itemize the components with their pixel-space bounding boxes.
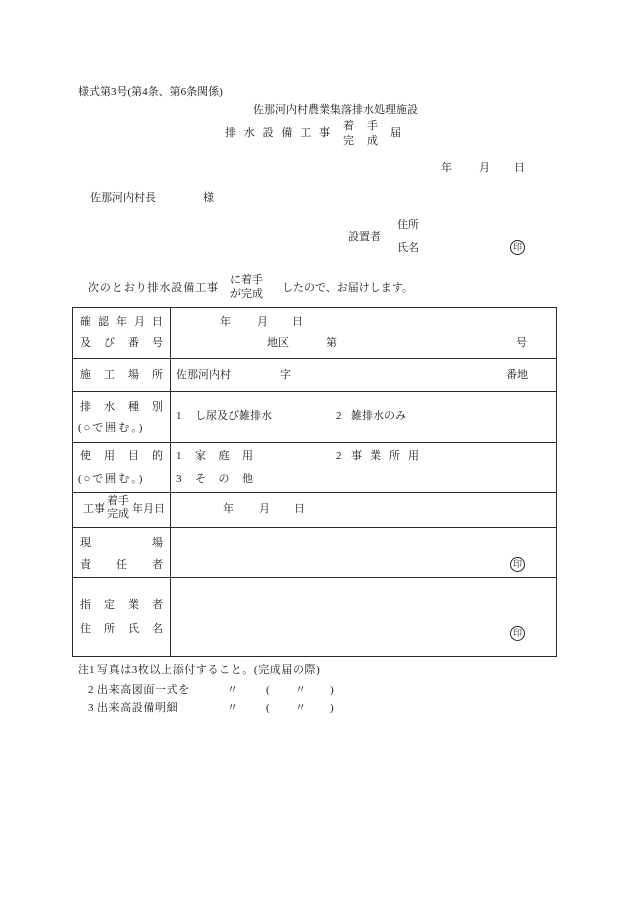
form-title-suffix: 届 [390, 127, 401, 139]
confirmation-number-prefix: 第 [326, 337, 337, 349]
table-row-divider [72, 492, 557, 493]
table-row-divider [72, 577, 557, 578]
submission-date-month: 月 [479, 162, 490, 174]
table-column-divider [170, 307, 171, 657]
work-date-label-suffix: 年月日 [132, 503, 165, 515]
note-ditto-mark: 〃 [227, 684, 238, 696]
statement-suffix: したので、お届けします。 [282, 282, 413, 294]
purpose-instruction: (○で囲む。) [78, 473, 145, 485]
form-title-option-start: 着 手 [343, 120, 378, 132]
purpose-option-text: 家 庭 用 [195, 450, 253, 462]
site-banchi: 番地 [506, 369, 528, 381]
work-date-day: 日 [294, 503, 305, 515]
note-number: 2 [88, 684, 94, 696]
purpose-label: 使 用 目 的 [80, 450, 163, 462]
note-number: 3 [88, 702, 94, 714]
purpose-option-number: 1 [176, 450, 182, 462]
work-date-label-option-start: 着手 [107, 495, 129, 507]
note-number: 注1 [78, 664, 95, 676]
confirmation-number-suffix: 号 [516, 337, 527, 349]
drainage-option-text: 雑排水のみ [351, 410, 406, 422]
installer-seal-mark: 印 [510, 240, 525, 255]
confirmation-district: 地区 [267, 337, 289, 349]
table-row-divider [72, 391, 557, 392]
note-ditto-mark: 〃 [295, 702, 306, 714]
drainage-type-instruction: (○で囲む。) [78, 422, 145, 434]
table-row-divider [72, 358, 557, 359]
contractor-label-line2: 住 所 氏 名 [80, 623, 163, 635]
work-date-label-prefix: 工事 [83, 503, 105, 515]
contractor-label-line1: 指 定 業 者 [80, 599, 163, 611]
work-date-month: 月 [259, 503, 270, 515]
installer-name-label: 氏名 [397, 242, 419, 254]
statement-option-start: に着手 [230, 274, 263, 286]
site-aza: 字 [280, 369, 291, 381]
confirmation-month: 月 [257, 316, 268, 328]
drainage-option-number: 2 [336, 410, 342, 422]
purpose-option-text: そ の 他 [195, 473, 253, 485]
confirmation-label-line2: 及 び 番 号 [80, 337, 163, 349]
work-date-year: 年 [223, 503, 234, 515]
site-village: 佐那河内村 [176, 369, 231, 381]
contractor-seal-mark: 印 [510, 626, 525, 641]
site-manager-label-line1: 現 場 [80, 537, 163, 549]
confirmation-day: 日 [292, 316, 303, 328]
confirmation-label-line1: 確 認 年 月 日 [80, 316, 163, 328]
drainage-type-label: 排 水 種 別 [80, 401, 163, 413]
site-label: 施 工 場 所 [80, 369, 163, 381]
note-text: 出来高図面一式を [97, 684, 190, 696]
facility-name: 佐那河内村農業集落排水処理施設 [253, 104, 418, 116]
site-manager-label-line2: 責 任 者 [80, 559, 163, 571]
note-ditto-mark: 〃 [295, 684, 306, 696]
installer-address-label: 住所 [397, 219, 419, 231]
purpose-option-number: 2 [336, 450, 342, 462]
note-paren-close: ) [330, 684, 334, 696]
note-text: 写真は3枚以上添付すること。(完成届の際) [97, 664, 321, 676]
table-row-divider [72, 527, 557, 528]
table-row-divider [72, 442, 557, 443]
addressee-honorific: 様 [203, 192, 214, 204]
site-manager-seal-mark: 印 [510, 557, 525, 572]
note-paren-open: ( [266, 702, 270, 714]
addressee-name: 佐那河内村長 [90, 192, 156, 204]
form-title-main: 排 水 設 備 工 事 [225, 127, 330, 139]
installer-role-label: 設置者 [348, 231, 381, 243]
work-date-label-option-complete: 完成 [107, 508, 129, 520]
submission-date-day: 日 [514, 162, 525, 174]
form-title-option-complete: 完 成 [343, 135, 378, 147]
purpose-option-number: 3 [176, 473, 182, 485]
purpose-option-text: 事 業 所 用 [351, 450, 419, 462]
confirmation-year: 年 [220, 316, 231, 328]
statement-prefix: 次のとおり排水設備工事 [88, 282, 219, 294]
note-ditto-mark: 〃 [227, 702, 238, 714]
statement-option-complete: が完成 [230, 288, 263, 300]
form-number: 様式第3号(第4条、第6条関係) [78, 86, 223, 98]
note-text: 出来高設備明細 [97, 702, 179, 714]
note-paren-close: ) [330, 702, 334, 714]
drainage-option-number: 1 [176, 410, 182, 422]
note-paren-open: ( [266, 684, 270, 696]
drainage-option-text: し尿及び雑排水 [195, 410, 272, 422]
submission-date-year: 年 [441, 162, 452, 174]
